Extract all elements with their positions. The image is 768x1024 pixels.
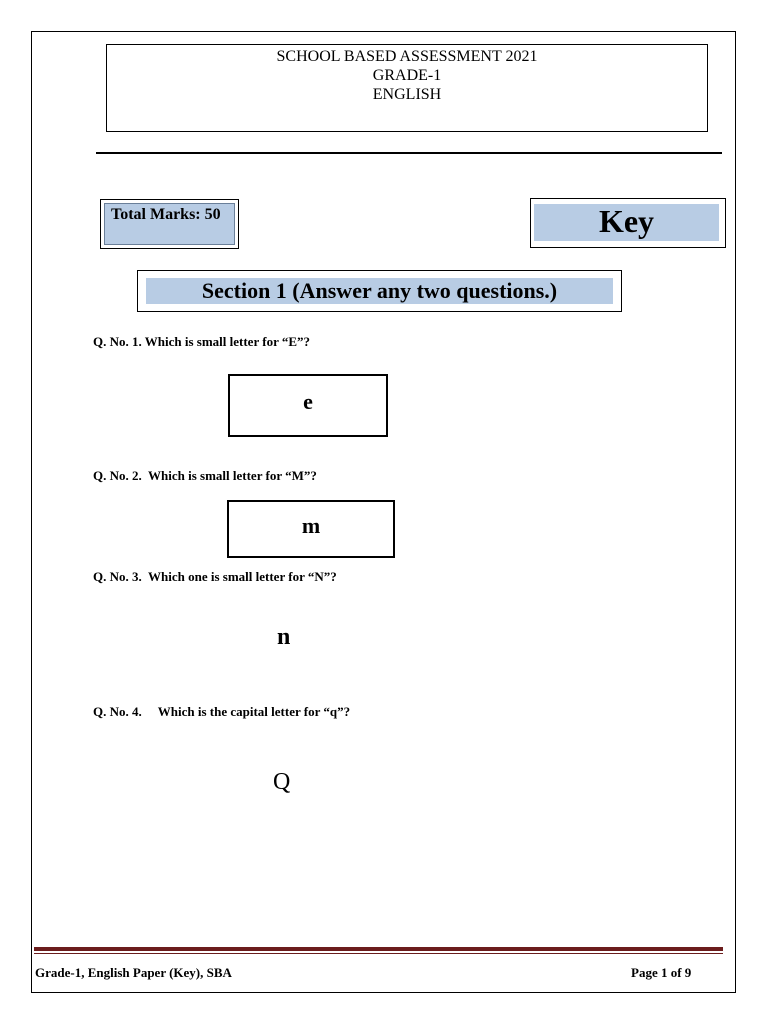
answer-2-box [227, 500, 395, 558]
assessment-header [106, 44, 708, 132]
key-box [530, 198, 726, 248]
answer-4: Q [273, 769, 291, 795]
page-number: Page 1 of 9 [631, 965, 692, 980]
answer-2: m [301, 513, 321, 538]
answer-3: n [277, 624, 291, 650]
total-marks-label: Total Marks: 50 [104, 203, 235, 245]
section-heading: Section 1 (Answer any two questions.) [146, 278, 613, 304]
footer-title: Grade-1, English Paper (Key), SBA [35, 965, 232, 980]
section-heading-box [137, 270, 622, 312]
question-3: Q. No. 3. Which one is small letter for “N”? [93, 569, 337, 584]
key-label: Key [534, 204, 719, 241]
question-2: Q. No. 2. Which is small letter for “M”? [93, 468, 317, 483]
header-grade: GRADE-1 [372, 67, 442, 84]
footer-divider-thin [34, 953, 723, 954]
header-subject: ENGLISH [372, 86, 442, 103]
header-divider [96, 152, 722, 154]
answer-1: e [303, 389, 313, 414]
question-1: Q. No. 1. Which is small letter for “E”? [93, 334, 311, 349]
header-title: SCHOOL BASED ASSESSMENT 2021 [276, 48, 538, 65]
footer-divider [34, 947, 723, 951]
question-4: Q. No. 4. Which is the capital letter for “q”? [93, 704, 351, 719]
answer-1-box [228, 374, 388, 437]
total-marks-box [100, 199, 239, 249]
